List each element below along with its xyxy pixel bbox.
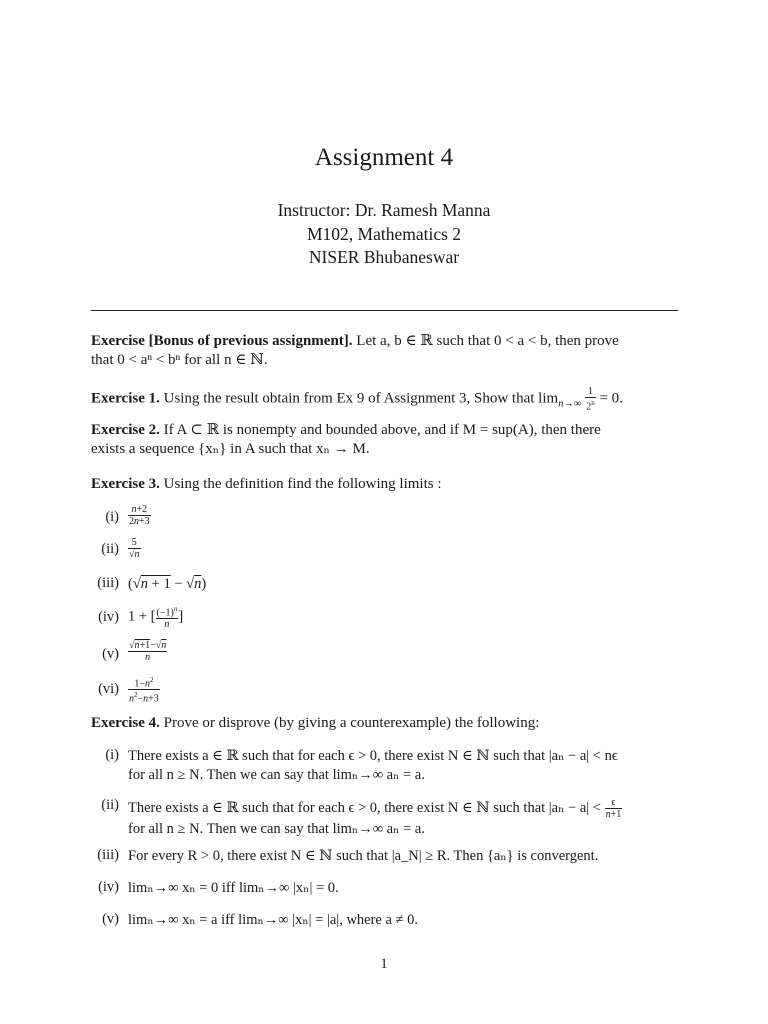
ex4-item-text: For every R > 0, there exist N ∈ ℕ such that |a_N| ≥ R. Then {aₙ} is convergent. <box>128 848 599 864</box>
exercise-2 <box>91 421 678 459</box>
instructor-line: Instructor: Dr. Ramesh Manna <box>277 200 491 220</box>
ex4-item-text: There exists a ∈ ℝ such that for each ϵ > 0, there exist N ∈ ℕ such that |aₙ − a| < nϵ for all n ≥ N. Then we can say that limₙ→∞ aₙ = a. <box>128 748 618 783</box>
ex4-item-number: (i) <box>105 747 119 763</box>
ex4-item-number: (v) <box>102 911 119 927</box>
exercise-4-text: Prove or disprove (by giving a counterexample) the following: <box>163 715 540 731</box>
exercise-1-label: Exercise 1. <box>91 390 160 407</box>
horizontal-rule <box>91 310 678 311</box>
exercise-2-text-line2: exists a sequence {xₙ} in A such that xₙ → M. <box>91 441 370 457</box>
ex3-item-expression: $\frac{1-n^2}{n^2-n+3}$ <box>129 676 159 705</box>
institute-line: NISER Bhubaneswar <box>308 247 460 267</box>
ex3-item-number: (i) <box>105 509 119 525</box>
ex3-item-expression: 1 + [ $\frac{(-1)^n}{n}$ ] <box>128 605 184 631</box>
ex4-item-text: limₙ→∞ xₙ = 0 iff limₙ→∞ |xₙ| = 0. <box>128 880 339 896</box>
course-line: M102, Mathematics 2 <box>306 224 462 244</box>
ex3-item-number: (vi) <box>98 681 119 697</box>
ex3-item-expression: $\frac{n+2}{2n+3}$ <box>129 504 150 527</box>
page-title: Assignment 4 <box>314 144 454 171</box>
exercise-1-text: Using the result obtain from Ex 9 of Assignment 3, Show that lim <box>163 390 559 407</box>
exercise-3-label: Exercise 3. <box>91 476 160 492</box>
exercise-bonus-label: Exercise [Bonus of previous assignment]. <box>91 333 353 349</box>
ex4-item-number: (ii) <box>101 797 119 813</box>
exercise-2-text-line1: If A ⊂ ℝ is nonempty and bounded above, and if M = sup(A), then there <box>163 422 601 438</box>
ex3-item-expression: (√n + 1 − √n) <box>128 576 207 592</box>
fraction-one-over-two-pow-n: $\frac{1}{2^n}$ <box>586 386 595 413</box>
ex3-item-number: (iii) <box>97 575 119 591</box>
exercise-bonus-text-line1: Let a, b ∈ ℝ such that 0 < a < b, then prove <box>356 333 619 349</box>
page-number: 1 <box>380 956 388 972</box>
exercise-bonus <box>91 332 678 370</box>
exercise-4-label: Exercise 4. <box>91 715 160 731</box>
exercise-2-label: Exercise 2. <box>91 422 160 438</box>
ex3-item-expression: $\frac{√n+1-√n}{n}$ <box>129 640 167 663</box>
ex4-item-number: (iii) <box>97 847 119 863</box>
exercise-1: Exercise 1. Using the result obtain from Ex 9 of Assignment 3, Show that $\lim_{n\to\infty}$ $\frac{1}{2^n}$ = 0. <box>91 386 623 413</box>
ex3-item-number: (iv) <box>98 609 119 625</box>
ex4-item-text: limₙ→∞ xₙ = a iff limₙ→∞ |xₙ| = |a|, where a ≠ 0. <box>128 912 419 928</box>
fraction-epsilon-over-n-plus-1: $\frac{\epsilon}{n+1}$ <box>605 797 622 820</box>
ex4-item-number: (iv) <box>98 879 119 895</box>
ex3-item-expression: $\frac{5}{√n}$ <box>129 537 140 560</box>
exercise-bonus-text-line2: that 0 < aⁿ < bⁿ for all n ∈ ℕ. <box>91 352 268 368</box>
exercise-3 <box>91 475 678 494</box>
exercise-4 <box>91 714 678 733</box>
exercise-3-text: Using the definition find the following limits : <box>163 476 442 492</box>
ex4-item-text: There exists a ∈ ℝ such that for each ϵ > 0, there exist N ∈ ℕ such that |aₙ − a| < $\frac{\epsilon}{n+1}$ for all n ≥ N. Then we can say that limₙ→∞ aₙ = a. <box>128 797 622 837</box>
ex3-item-number: (ii) <box>101 541 119 557</box>
ex3-item-number: (v) <box>102 646 119 662</box>
